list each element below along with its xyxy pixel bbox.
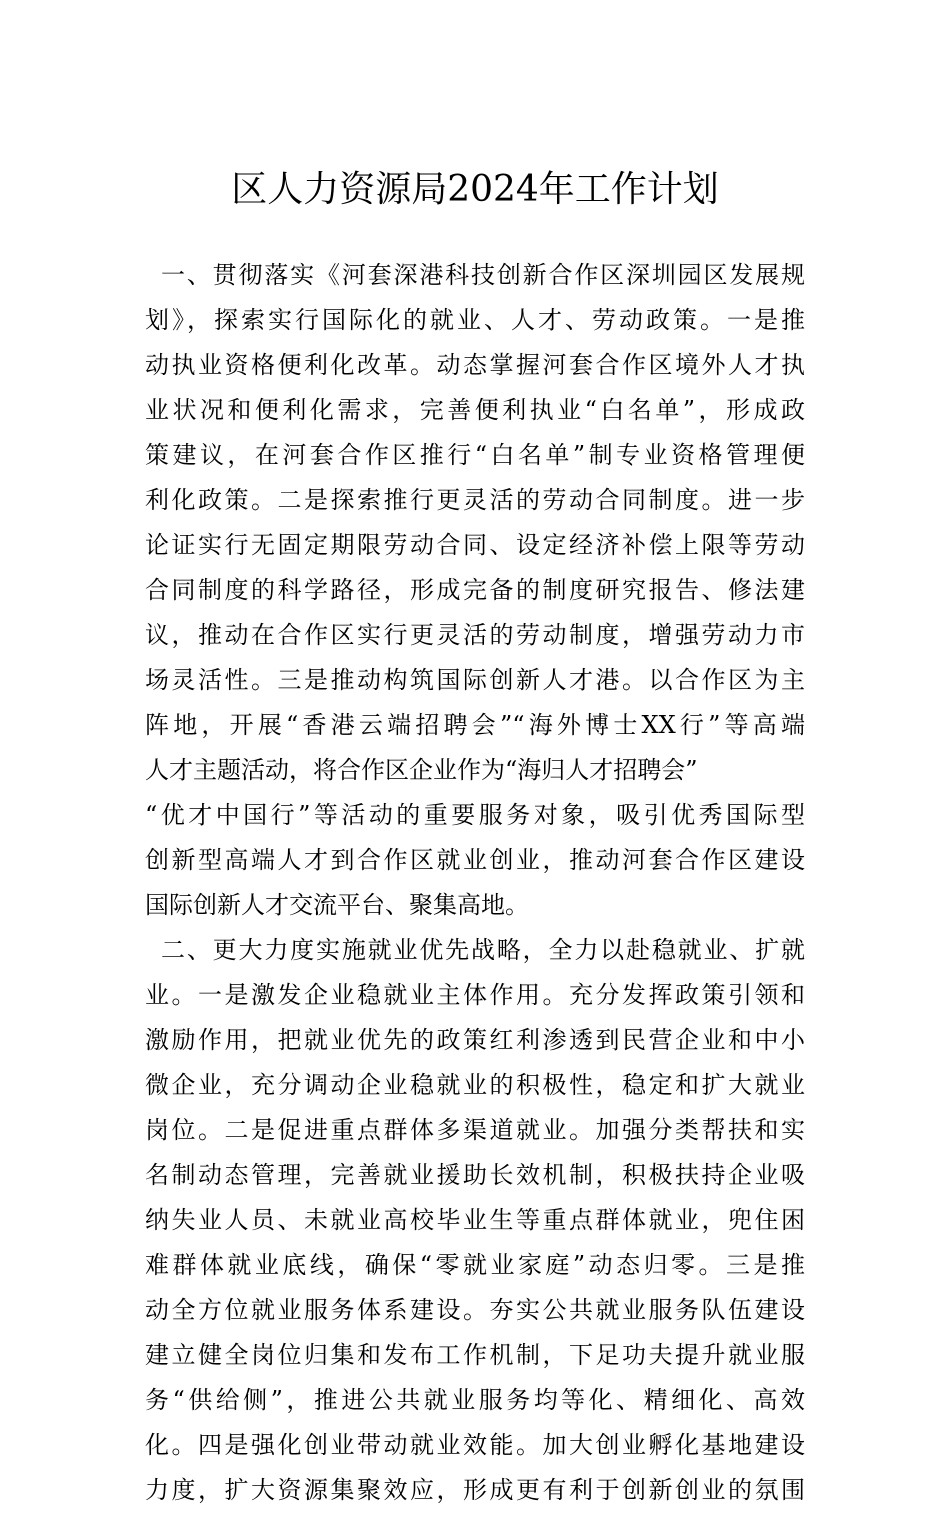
body-line: 动执业资格便利化改革。动态掌握河套合作区境外人才执	[145, 351, 805, 379]
body-line: 业。一是激发企业稳就业主体作用。充分发挥政策引领和	[145, 981, 805, 1009]
body-line: 场灵活性。三是推动构筑国际创新人才港。以合作区为主	[145, 666, 805, 694]
body-line: 议，推动在合作区实行更灵活的劳动制度，增强劳动力市	[145, 621, 805, 649]
body-line: 动全方位就业服务体系建设。夯实公共就业服务队伍建设	[145, 1296, 805, 1324]
body-line: 务“供给侧”，推进公共就业服务均等化、精细化、高效	[145, 1386, 805, 1414]
body-line: 名制动态管理，完善就业援助长效机制，积极扶持企业吸	[145, 1161, 805, 1189]
body-line: 业状况和便利化需求，完善便利执业“白名单”，形成政	[145, 396, 805, 424]
document-body	[145, 253, 805, 1513]
body-line: 策建议，在河套合作区推行“白名单”制专业资格管理便	[145, 441, 805, 469]
body-line: 微企业，充分调动企业稳就业的积极性，稳定和扩大就业	[145, 1071, 805, 1099]
body-line: 激励作用，把就业优先的政策红利渗透到民营企业和中小	[145, 1026, 805, 1054]
document-title: 区人力资源局2024年工作计划	[231, 169, 719, 210]
body-line: 合同制度的科学路径，形成完备的制度研究报告、修法建	[145, 576, 805, 604]
body-line: 划》，探索实行国际化的就业、人才、劳动政策。一是推	[145, 306, 805, 334]
body-line: 论证实行无固定期限劳动合同、设定经济补偿上限等劳动	[145, 531, 805, 559]
body-line: 力度，扩大资源集聚效应，形成更有利于创新创业的氛围	[145, 1476, 805, 1504]
body-line: 难群体就业底线，确保“零就业家庭”动态归零。三是推	[145, 1251, 805, 1279]
body-line: “优才中国行”等活动的重要服务对象，吸引优秀国际型	[145, 801, 805, 829]
body-line: 二、更大力度实施就业优先战略，全力以赴稳就业、扩就	[161, 936, 805, 964]
body-line: 建立健全岗位归集和发布工作机制，下足功夫提升就业服	[145, 1341, 805, 1369]
body-line: 国际创新人才交流平台、聚集高地。	[145, 891, 529, 919]
body-line: 阵地，开展“香港云端招聘会”“海外博士XX行”等高端	[145, 711, 805, 739]
body-line: 利化政策。二是探索推行更灵活的劳动合同制度。进一步	[145, 486, 805, 514]
body-line: 纳失业人员、未就业高校毕业生等重点群体就业，兜住困	[145, 1206, 805, 1234]
body-line: 人才主题活动，将合作区企业作为“海归人才招聘会”	[145, 756, 698, 784]
body-line: 岗位。二是促进重点群体多渠道就业。加强分类帮扶和实	[145, 1116, 805, 1144]
body-line: 化。四是强化创业带动就业效能。加大创业孵化基地建设	[145, 1431, 805, 1459]
body-line: 一、贯彻落实《河套深港科技创新合作区深圳园区发展规	[161, 261, 805, 289]
body-line: 创新型高端人才到合作区就业创业，推动河套合作区建设	[145, 846, 805, 874]
